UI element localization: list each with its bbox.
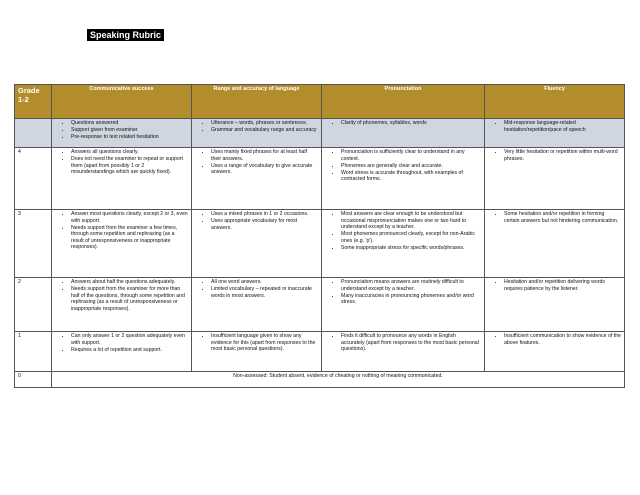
- descriptor-list: [325, 211, 481, 252]
- descriptor-item: • Answers all questions clearly.: [71, 149, 188, 156]
- descriptor-list: [325, 149, 481, 183]
- fluency-cell: [485, 148, 625, 210]
- pronunciation-cell: [322, 332, 485, 372]
- document-title: Speaking Rubric: [87, 29, 164, 41]
- fluency-cell: [485, 278, 625, 332]
- range-cell: [192, 119, 322, 148]
- grade-row-zero: [15, 372, 625, 388]
- fluency-cell: [485, 119, 625, 148]
- range-cell: [192, 148, 322, 210]
- communicative-cell: [52, 148, 192, 210]
- descriptor-item: • Most answers are clear enough to be understood but occasional mispronunciation makes one or two hard to understand except by a teacher.: [341, 211, 481, 231]
- descriptor-item: • Support given from examiner: [71, 127, 188, 134]
- descriptor-item: • Hesitation and/or repetition delivering words requires patience by the listener.: [504, 279, 621, 292]
- descriptor-list: [488, 333, 621, 346]
- grade-row: [15, 332, 625, 372]
- descriptor-item: • Utterance – words, phrases or sentences.: [211, 120, 318, 127]
- descriptor-item: • Some hesitation and/or repetition in forming certain answers but not hindering communication.: [504, 211, 621, 224]
- pronunciation-cell: [322, 278, 485, 332]
- header-pronunciation: Pronunciation: [322, 85, 485, 119]
- grade-cell: 4: [15, 148, 52, 210]
- descriptor-list: [55, 149, 188, 176]
- pronunciation-cell: [322, 148, 485, 210]
- descriptor-list: [325, 333, 481, 353]
- descriptor-list: [488, 211, 621, 224]
- descriptor-item: • Needs support from the examiner a few times, through some repetition and rephrasing (as a result of unresponsiveness or inappropriate responses).: [71, 225, 188, 251]
- descriptor-item: • Pre-response to text related hesitation: [71, 134, 188, 141]
- grade-cell: [15, 119, 52, 148]
- descriptor-item: • Needs support from the examiner for more than half of the questions, through some repetition and rephrasing (as a result of unresponsiveness or inappropriate responses).: [71, 286, 188, 312]
- descriptor-list: [488, 120, 621, 133]
- descriptor-item: • Uses a range of vocabulary to give accurate answers.: [211, 163, 318, 176]
- criteria-row: [15, 119, 625, 148]
- grade-cell: 0: [15, 372, 52, 388]
- grade-cell: 2: [15, 278, 52, 332]
- descriptor-item: • Grammar and vocabulary range and accuracy: [211, 127, 318, 134]
- descriptor-item: • Many inaccuracies in pronouncing phonemes and/or word stress.: [341, 293, 481, 306]
- descriptor-list: [55, 333, 188, 353]
- speaking-rubric-table: [14, 84, 625, 388]
- descriptor-item: • Finds it difficult to pronounce any words in English accurately (apart from responses to the most basic personal questions).: [341, 333, 481, 353]
- grade-cell: 3: [15, 210, 52, 278]
- communicative-cell: [52, 119, 192, 148]
- descriptor-item: • Answer most questions clearly, except 2 or 3, even with support.: [71, 211, 188, 224]
- descriptor-list: [55, 211, 188, 251]
- descriptor-list: [55, 279, 188, 312]
- descriptor-item: • Clarity of phonemes, syllables, words: [341, 120, 481, 127]
- rubric-body: [15, 119, 625, 388]
- pronunciation-cell: [322, 119, 485, 148]
- fluency-cell: [485, 210, 625, 278]
- descriptor-item: • Very little hesitation or repetition within multi-word phrases.: [504, 149, 621, 162]
- descriptor-item: • Uses mainly fixed phrases for at least half their answers.: [211, 149, 318, 162]
- descriptor-item: • Word stress is accurate throughout, with examples of contracted forms.: [341, 170, 481, 183]
- header-range: Range and accuracy of language: [192, 85, 322, 119]
- range-cell: [192, 278, 322, 332]
- descriptor-list: [195, 333, 318, 353]
- grade-row: [15, 278, 625, 332]
- header-row: [15, 85, 625, 119]
- pronunciation-cell: [322, 210, 485, 278]
- descriptor-item: • Mid-response language-related hesitation/repetition/pace of speech: [504, 120, 621, 133]
- communicative-cell: [52, 332, 192, 372]
- grade-row: [15, 148, 625, 210]
- descriptor-item: • Pronunciation means answers are routinely difficult to understand except by a teacher.: [341, 279, 481, 292]
- descriptor-item: • Questions answered: [71, 120, 188, 127]
- descriptor-item: • Insufficient language given to show any evidence for this (apart from responses to the most basic personal questions).: [211, 333, 318, 353]
- descriptor-item: • Uses a mixed phrases in 1 or 2 occasions.: [211, 211, 318, 218]
- descriptor-list: [488, 279, 621, 292]
- range-cell: [192, 332, 322, 372]
- header-fluency: Fluency: [485, 85, 625, 119]
- non-assessed-note: Non-assessed: Student absent, evidence of cheating or nothing of meaning communicated.: [52, 372, 625, 388]
- communicative-cell: [52, 278, 192, 332]
- descriptor-item: • Answers about half the questions adequately.: [71, 279, 188, 286]
- fluency-cell: [485, 332, 625, 372]
- descriptor-list: [195, 211, 318, 231]
- communicative-cell: [52, 210, 192, 278]
- descriptor-list: [325, 120, 481, 127]
- descriptor-item: • Phonemes are generally clear and accurate.: [341, 163, 481, 170]
- descriptor-item: • Uses appropriate vocabulary for most answers.: [211, 218, 318, 231]
- descriptor-list: [195, 279, 318, 299]
- grade-cell: 1: [15, 332, 52, 372]
- descriptor-list: [195, 120, 318, 134]
- header-communicative: Communicative success: [52, 85, 192, 119]
- descriptor-item: • Most phonemes pronounced clearly, except for non-Arabic ones (e.g. 'p').: [341, 231, 481, 244]
- descriptor-list: [195, 149, 318, 176]
- header-grade: Grade 1-2: [15, 85, 52, 119]
- descriptor-item: • Insufficient communication to show evidence of the above features.: [504, 333, 621, 346]
- descriptor-item: • All one word answers.: [211, 279, 318, 286]
- descriptor-item: • Does not need the examiner to repeat or support them (apart from possibly 1 or 2 misunderstandings which are quickly fixed).: [71, 156, 188, 176]
- descriptor-item: • Limited vocabulary – repeated or inaccurate words in most answers.: [211, 286, 318, 299]
- descriptor-item: • Requires a lot of repetition and support.: [71, 347, 188, 354]
- descriptor-item: • Pronunciation is sufficiently clear to understand in any context.: [341, 149, 481, 162]
- descriptor-item: • Can only answer 1 or 2 question adequately even with support.: [71, 333, 188, 346]
- grade-row: [15, 210, 625, 278]
- descriptor-list: [325, 279, 481, 306]
- descriptor-item: • Some inappropriate stress for specific words/phrases.: [341, 245, 481, 252]
- descriptor-list: [488, 149, 621, 162]
- descriptor-list: [55, 120, 188, 141]
- range-cell: [192, 210, 322, 278]
